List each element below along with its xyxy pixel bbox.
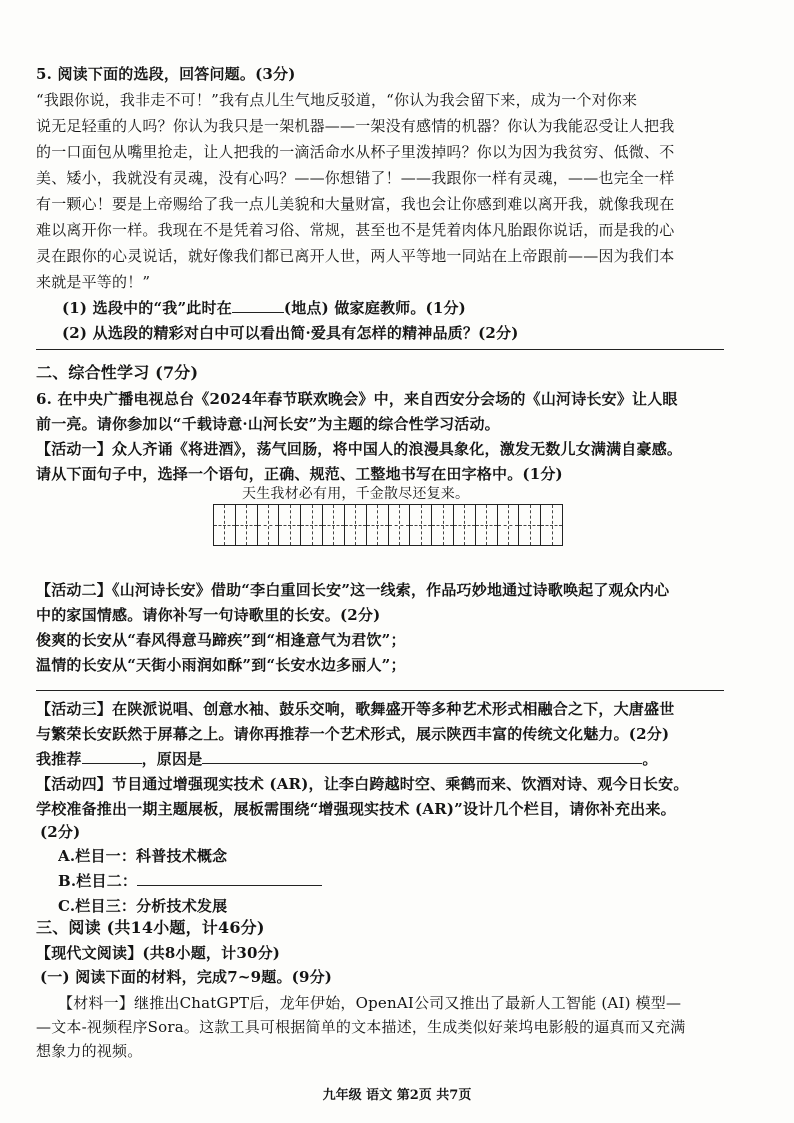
grid-cell[interactable] xyxy=(410,505,432,545)
grid-cell[interactable] xyxy=(279,505,301,545)
answer-line-activity2[interactable] xyxy=(36,690,724,691)
q5-passage-line-7: 灵在跟你的心灵说话，就好像我们都已离开人世，两人平等地一同站在上帝跟前——因为我们本 xyxy=(36,247,675,265)
recommend-blank[interactable] xyxy=(82,749,142,764)
q5-sub2: (2) 从选段的精彩对白中可以看出简·爱具有怎样的精神品质？(2分) xyxy=(62,324,519,342)
activity1-line-1: 【活动一】众人齐诵《将进酒》，荡气回肠，将中国人的浪漫具象化，激发无数儿女满满自豪感。 xyxy=(36,440,683,458)
grid-cell[interactable] xyxy=(236,505,258,545)
column-b-label: B.栏目二： xyxy=(58,872,138,890)
grid-cell[interactable] xyxy=(389,505,411,545)
q5-title: 5. 阅读下面的选段，回答问题。(3分) xyxy=(36,65,296,83)
tianzige-grid[interactable] xyxy=(213,504,563,546)
q5-passage-line-5: 有一颗心！要是上帝赐给了我一点儿美貌和大量财富，我也会让你感到难以离开我，就像我现在 xyxy=(36,195,675,213)
q5-passage-line-3: 的一口面包从嘴里抢走，让人把我的一滴活命水从杯子里泼掉吗？你以为因为我贫穷、低微、不 xyxy=(36,143,675,161)
modern-reading-title: 【现代文阅读】(共8小题，计30分) xyxy=(36,944,281,962)
grid-cell[interactable] xyxy=(432,505,454,545)
q5-passage-line-4: 美、矮小，我就没有灵魂，没有心吗？——你想错了！——我跟你一样有灵魂，——也完全一样 xyxy=(36,169,675,187)
grid-cell[interactable] xyxy=(476,505,498,545)
grid-cell[interactable] xyxy=(214,505,236,545)
q5-passage-line-6: 难以离开你一样。我现在不是凭着习俗、常规，甚至也不是凭着肉体凡胎跟你说话，而是我的心 xyxy=(36,221,675,239)
grid-cell[interactable] xyxy=(498,505,520,545)
activity4-line-2: 学校准备推出一期主题展板，展板需围绕“增强现实技术 (AR)”设计几个栏目，请你补充出来。 xyxy=(36,800,676,818)
reason-label: ，原因是 xyxy=(141,750,203,768)
q5-passage-line-1: “我跟你说，我非走不可！”我有点儿生气地反驳道，“你认为我会留下来，成为一个对你来 xyxy=(36,91,638,109)
activity3-line-1: 【活动三】在陕派说唱、创意水袖、鼓乐交响，歌舞盛开等多种艺术形式相融合之下，大唐盛世 xyxy=(36,700,675,718)
q5-passage-line-8: 来就是平等的！” xyxy=(36,273,151,291)
grid-cell[interactable] xyxy=(323,505,345,545)
activity3-line-3 xyxy=(36,749,762,769)
material1-line-3: 想象力的视频。 xyxy=(36,1042,143,1060)
q5-sub1-blank[interactable] xyxy=(232,298,284,313)
period-mark: 。 xyxy=(642,750,658,768)
poem-line: 天生我材必有用，千金散尽还复来。 xyxy=(242,486,470,502)
activity3-line-2: 与繁荣长安跃然于屏幕之上。请你再推荐一个艺术形式，展示陕西丰富的传统文化魅力。(2分) xyxy=(36,725,670,743)
part1-title: (一) 阅读下面的材料，完成7~9题。(9分) xyxy=(40,968,333,986)
column-c: C.栏目三：分析技术发展 xyxy=(58,897,228,915)
activity2-line-1: 【活动二】《山河诗长安》借助“李白重回长安”这一线索，作品巧妙地通过诗歌唤起了观众内心 xyxy=(36,581,670,599)
section3-title: 三、阅读 (共14小题，计46分) xyxy=(36,918,265,937)
activity4-line-1: 【活动四】节目通过增强现实技术 (AR)，让李白跨越时空、乘鹤而来、饮酒对诗、观今日长安。 xyxy=(36,775,689,793)
page-footer: 九年级 语文 第2页 共7页 xyxy=(322,1088,472,1103)
column-b-blank[interactable] xyxy=(137,871,322,886)
grid-cell[interactable] xyxy=(258,505,280,545)
q5-sub1-text-before: (1) 选段中的“我”此时在 xyxy=(62,299,232,317)
grid-cell[interactable] xyxy=(541,505,562,545)
q5-passage-line-2: 说无足轻重的人吗？你认为我只是一架机器——一架没有感情的机器？你认为我能忍受让人把我 xyxy=(36,117,675,135)
activity1-line-2: 请从下面句子中，选择一个语句，正确、规范、工整地书写在田字格中。(1分) xyxy=(36,465,563,483)
grid-cell[interactable] xyxy=(519,505,541,545)
q5-sub1 xyxy=(62,298,788,318)
grid-cell[interactable] xyxy=(345,505,367,545)
material1-line-2: —文本-视频程序Sora。这款工具可根据简单的文本描述，生成类似好莱坞电影般的逼真而又充满 xyxy=(36,1018,686,1036)
grid-cell[interactable] xyxy=(454,505,476,545)
activity2-line-4: 温情的长安从“天街小雨润如酥”到“长安水边多丽人”； xyxy=(36,656,406,674)
section2-title: 二、综合性学习 (7分) xyxy=(36,363,199,382)
q6-line-1: 6. 在中央广播电视总台《2024年春节联欢晚会》中，来自西安分会场的《山河诗长安》让人眼 xyxy=(36,390,678,408)
q5-sub1-text-after: (地点) 做家庭教师。(1分) xyxy=(283,299,466,317)
column-b xyxy=(58,871,784,891)
answer-line-q5[interactable] xyxy=(36,349,724,350)
material1-line-1: 【材料一】继推出ChatGPT后，龙年伊始，OpenAI公司又推出了最新人工智能 (AI) 模型— xyxy=(58,994,682,1012)
q6-line-2: 前一亮。请你参加以“千载诗意·山河长安”为主题的综合性学习活动。 xyxy=(36,415,500,433)
activity2-line-3: 俊爽的长安从“春风得意马蹄疾”到“相逢意气为君饮”； xyxy=(36,631,406,649)
grid-cell[interactable] xyxy=(367,505,389,545)
reason-blank[interactable] xyxy=(202,749,642,764)
activity4-line-3: (2分) xyxy=(40,823,81,841)
recommend-label: 我推荐 xyxy=(36,750,82,768)
activity2-line-2: 中的家国情感。请你补写一句诗歌里的长安。(2分) xyxy=(36,606,381,624)
grid-cell[interactable] xyxy=(301,505,323,545)
column-a: A.栏目一：科普技术概念 xyxy=(58,847,228,865)
